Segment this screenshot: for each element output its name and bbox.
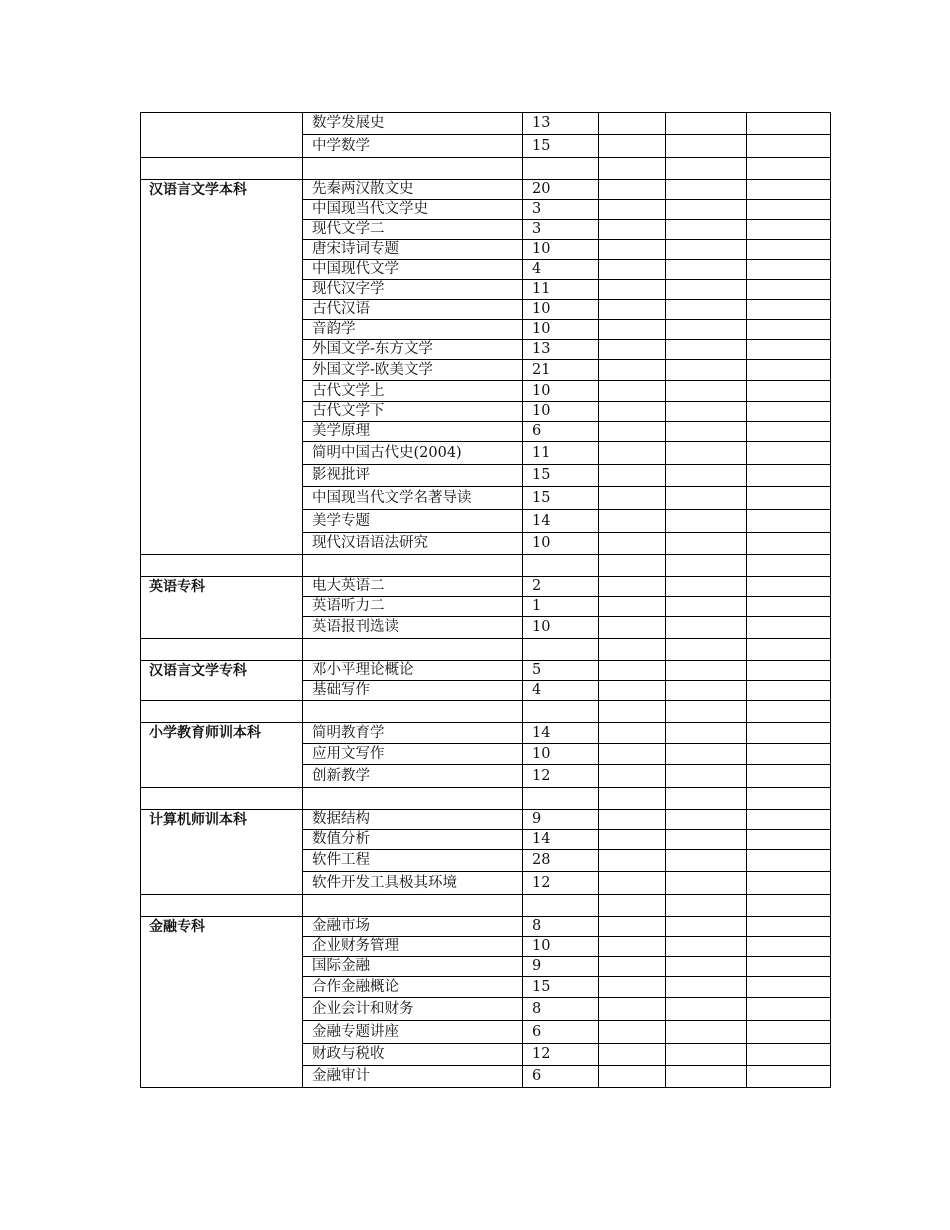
empty-cell <box>599 617 666 639</box>
empty-cell <box>599 533 666 555</box>
empty-cell <box>747 977 831 998</box>
course-name-cell: 现代汉语语法研究 <box>303 533 523 555</box>
empty-cell <box>666 957 747 977</box>
course-name-cell: 软件开发工具极其环境 <box>303 872 523 895</box>
empty-cell <box>666 597 747 617</box>
empty-cell <box>599 957 666 977</box>
empty-cell <box>523 788 599 810</box>
empty-cell <box>141 895 303 917</box>
count-cell: 6 <box>523 1021 599 1044</box>
empty-cell <box>666 533 747 555</box>
course-name-cell: 外国文学-东方文学 <box>303 340 523 360</box>
empty-cell <box>523 639 599 661</box>
count-cell: 4 <box>523 681 599 701</box>
empty-cell <box>747 381 831 402</box>
count-cell: 12 <box>523 1044 599 1066</box>
empty-cell <box>599 977 666 998</box>
empty-cell <box>666 135 747 158</box>
empty-cell <box>666 260 747 280</box>
empty-cell <box>666 113 747 135</box>
major-cell <box>141 113 303 158</box>
empty-cell <box>747 442 831 465</box>
count-cell: 10 <box>523 617 599 639</box>
empty-cell <box>303 639 523 661</box>
empty-cell <box>666 465 747 487</box>
empty-cell <box>599 360 666 381</box>
empty-cell <box>747 765 831 788</box>
empty-cell <box>666 810 747 830</box>
empty-cell <box>747 639 831 661</box>
count-cell: 15 <box>523 977 599 998</box>
empty-cell <box>747 465 831 487</box>
empty-cell <box>666 850 747 872</box>
empty-cell <box>599 810 666 830</box>
spacer-row <box>141 158 831 180</box>
empty-cell <box>747 113 831 135</box>
count-cell: 9 <box>523 810 599 830</box>
course-name-cell: 先秦两汉散文史 <box>303 180 523 200</box>
empty-cell <box>599 830 666 850</box>
empty-cell <box>747 220 831 240</box>
course-name-cell: 美学原理 <box>303 422 523 442</box>
course-name-cell: 音韵学 <box>303 320 523 340</box>
empty-cell <box>666 402 747 422</box>
empty-cell <box>666 744 747 765</box>
empty-cell <box>599 135 666 158</box>
spacer-row <box>141 639 831 661</box>
empty-cell <box>303 788 523 810</box>
count-cell: 2 <box>523 577 599 597</box>
empty-cell <box>141 788 303 810</box>
major-cell: 小学教育师训本科 <box>141 723 303 788</box>
major-cell: 英语专科 <box>141 577 303 639</box>
empty-cell <box>666 422 747 442</box>
empty-cell <box>599 895 666 917</box>
table-row <box>141 661 831 681</box>
count-cell: 3 <box>523 220 599 240</box>
empty-cell <box>666 977 747 998</box>
major-cell: 汉语言文学本科 <box>141 180 303 555</box>
empty-cell <box>747 422 831 442</box>
empty-cell <box>747 320 831 340</box>
course-name-cell: 简明中国古代史(2004) <box>303 442 523 465</box>
empty-cell <box>747 597 831 617</box>
empty-cell <box>666 180 747 200</box>
empty-cell <box>747 661 831 681</box>
course-name-cell: 软件工程 <box>303 850 523 872</box>
empty-cell <box>666 765 747 788</box>
count-cell: 11 <box>523 280 599 300</box>
course-name-cell: 中国现当代文学名著导读 <box>303 487 523 510</box>
empty-cell <box>599 1044 666 1066</box>
count-cell: 10 <box>523 744 599 765</box>
empty-cell <box>666 895 747 917</box>
empty-cell <box>666 200 747 220</box>
course-name-cell: 现代汉字学 <box>303 280 523 300</box>
empty-cell <box>747 240 831 260</box>
empty-cell <box>599 723 666 744</box>
count-cell: 15 <box>523 465 599 487</box>
empty-cell <box>747 1044 831 1066</box>
empty-cell <box>747 1066 831 1088</box>
count-cell: 10 <box>523 320 599 340</box>
empty-cell <box>666 280 747 300</box>
count-cell: 12 <box>523 872 599 895</box>
empty-cell <box>666 240 747 260</box>
empty-cell <box>666 701 747 723</box>
empty-cell <box>599 320 666 340</box>
course-name-cell: 中国现代文学 <box>303 260 523 280</box>
course-name-cell: 创新教学 <box>303 765 523 788</box>
course-name-cell: 中学数学 <box>303 135 523 158</box>
empty-cell <box>666 830 747 850</box>
empty-cell <box>666 998 747 1021</box>
count-cell: 3 <box>523 200 599 220</box>
count-cell: 14 <box>523 510 599 533</box>
empty-cell <box>747 701 831 723</box>
table-row <box>141 723 831 744</box>
empty-cell <box>747 300 831 320</box>
empty-cell <box>599 681 666 701</box>
empty-cell <box>599 465 666 487</box>
table-row <box>141 810 831 830</box>
course-name-cell: 电大英语二 <box>303 577 523 597</box>
empty-cell <box>599 200 666 220</box>
empty-cell <box>599 1066 666 1088</box>
course-name-cell: 唐宋诗词专题 <box>303 240 523 260</box>
empty-cell <box>747 917 831 937</box>
major-cell: 金融专科 <box>141 917 303 1088</box>
empty-cell <box>599 577 666 597</box>
count-cell: 1 <box>523 597 599 617</box>
course-name-cell: 合作金融概论 <box>303 977 523 998</box>
empty-cell <box>747 937 831 957</box>
empty-cell <box>599 850 666 872</box>
empty-cell <box>747 487 831 510</box>
empty-cell <box>747 1021 831 1044</box>
empty-cell <box>599 180 666 200</box>
empty-cell <box>599 381 666 402</box>
empty-cell <box>599 744 666 765</box>
course-name-cell: 企业会计和财务 <box>303 998 523 1021</box>
empty-cell <box>666 872 747 895</box>
count-cell: 13 <box>523 113 599 135</box>
table-row <box>141 180 831 200</box>
empty-cell <box>523 158 599 180</box>
empty-cell <box>599 555 666 577</box>
empty-cell <box>747 788 831 810</box>
empty-cell <box>747 510 831 533</box>
empty-cell <box>666 381 747 402</box>
empty-cell <box>599 872 666 895</box>
count-cell: 15 <box>523 135 599 158</box>
empty-cell <box>747 158 831 180</box>
empty-cell <box>523 555 599 577</box>
empty-cell <box>666 661 747 681</box>
count-cell: 4 <box>523 260 599 280</box>
count-cell: 10 <box>523 402 599 422</box>
empty-cell <box>523 701 599 723</box>
empty-cell <box>747 340 831 360</box>
empty-cell <box>599 510 666 533</box>
empty-cell <box>599 788 666 810</box>
empty-cell <box>666 723 747 744</box>
course-name-cell: 金融审计 <box>303 1066 523 1088</box>
count-cell: 8 <box>523 998 599 1021</box>
spacer-row <box>141 788 831 810</box>
course-name-cell: 现代文学二 <box>303 220 523 240</box>
empty-cell <box>666 220 747 240</box>
course-name-cell: 影视批评 <box>303 465 523 487</box>
count-cell: 14 <box>523 830 599 850</box>
course-table <box>140 112 831 1088</box>
course-name-cell: 金融专题讲座 <box>303 1021 523 1044</box>
empty-cell <box>599 487 666 510</box>
empty-cell <box>599 280 666 300</box>
empty-cell <box>666 937 747 957</box>
count-cell: 5 <box>523 661 599 681</box>
empty-cell <box>747 957 831 977</box>
count-cell: 6 <box>523 1066 599 1088</box>
count-cell: 20 <box>523 180 599 200</box>
empty-cell <box>666 487 747 510</box>
empty-cell <box>747 850 831 872</box>
table-row <box>141 577 831 597</box>
count-cell: 9 <box>523 957 599 977</box>
course-name-cell: 数值分析 <box>303 830 523 850</box>
spacer-row <box>141 701 831 723</box>
empty-cell <box>599 998 666 1021</box>
empty-cell <box>599 765 666 788</box>
empty-cell <box>747 135 831 158</box>
empty-cell <box>747 895 831 917</box>
course-name-cell: 外国文学-欧美文学 <box>303 360 523 381</box>
empty-cell <box>523 895 599 917</box>
empty-cell <box>747 260 831 280</box>
empty-cell <box>666 1021 747 1044</box>
empty-cell <box>666 300 747 320</box>
course-name-cell: 中国现当代文学史 <box>303 200 523 220</box>
empty-cell <box>599 422 666 442</box>
major-cell: 计算机师训本科 <box>141 810 303 895</box>
empty-cell <box>747 810 831 830</box>
empty-cell <box>303 701 523 723</box>
empty-cell <box>666 510 747 533</box>
course-name-cell: 应用文写作 <box>303 744 523 765</box>
spacer-row <box>141 895 831 917</box>
empty-cell <box>599 597 666 617</box>
course-name-cell: 邓小平理论概论 <box>303 661 523 681</box>
empty-cell <box>747 681 831 701</box>
course-name-cell: 国际金融 <box>303 957 523 977</box>
empty-cell <box>599 240 666 260</box>
empty-cell <box>599 300 666 320</box>
count-cell: 12 <box>523 765 599 788</box>
count-cell: 14 <box>523 723 599 744</box>
empty-cell <box>666 340 747 360</box>
course-name-cell: 基础写作 <box>303 681 523 701</box>
empty-cell <box>599 158 666 180</box>
empty-cell <box>666 442 747 465</box>
empty-cell <box>599 661 666 681</box>
table-body <box>141 113 831 1088</box>
count-cell: 15 <box>523 487 599 510</box>
course-name-cell: 财政与税收 <box>303 1044 523 1066</box>
count-cell: 13 <box>523 340 599 360</box>
empty-cell <box>303 158 523 180</box>
empty-cell <box>747 617 831 639</box>
count-cell: 10 <box>523 300 599 320</box>
empty-cell <box>599 937 666 957</box>
count-cell: 10 <box>523 533 599 555</box>
count-cell: 8 <box>523 917 599 937</box>
course-name-cell: 数学发展史 <box>303 113 523 135</box>
empty-cell <box>666 360 747 381</box>
course-name-cell: 古代汉语 <box>303 300 523 320</box>
count-cell: 21 <box>523 360 599 381</box>
count-cell: 28 <box>523 850 599 872</box>
empty-cell <box>599 917 666 937</box>
empty-cell <box>747 200 831 220</box>
empty-cell <box>666 617 747 639</box>
course-name-cell: 古代文学上 <box>303 381 523 402</box>
empty-cell <box>666 555 747 577</box>
empty-cell <box>303 555 523 577</box>
empty-cell <box>747 180 831 200</box>
empty-cell <box>666 681 747 701</box>
course-name-cell: 简明教育学 <box>303 723 523 744</box>
course-name-cell: 美学专题 <box>303 510 523 533</box>
empty-cell <box>666 577 747 597</box>
empty-cell <box>599 442 666 465</box>
empty-cell <box>747 998 831 1021</box>
count-cell: 10 <box>523 381 599 402</box>
count-cell: 6 <box>523 422 599 442</box>
course-name-cell: 英语听力二 <box>303 597 523 617</box>
empty-cell <box>141 555 303 577</box>
empty-cell <box>141 701 303 723</box>
empty-cell <box>747 830 831 850</box>
count-cell: 10 <box>523 240 599 260</box>
table-row <box>141 113 831 135</box>
empty-cell <box>599 340 666 360</box>
empty-cell <box>747 744 831 765</box>
empty-cell <box>747 577 831 597</box>
empty-cell <box>666 158 747 180</box>
empty-cell <box>599 701 666 723</box>
course-name-cell: 英语报刊选读 <box>303 617 523 639</box>
empty-cell <box>747 280 831 300</box>
empty-cell <box>747 360 831 381</box>
empty-cell <box>599 220 666 240</box>
empty-cell <box>141 639 303 661</box>
table-row <box>141 917 831 937</box>
major-cell: 汉语言文学专科 <box>141 661 303 701</box>
count-cell: 10 <box>523 937 599 957</box>
empty-cell <box>666 788 747 810</box>
empty-cell <box>747 402 831 422</box>
empty-cell <box>666 917 747 937</box>
course-name-cell: 古代文学下 <box>303 402 523 422</box>
empty-cell <box>141 158 303 180</box>
empty-cell <box>666 1066 747 1088</box>
course-name-cell: 企业财务管理 <box>303 937 523 957</box>
empty-cell <box>747 723 831 744</box>
course-name-cell: 数据结构 <box>303 810 523 830</box>
empty-cell <box>599 260 666 280</box>
empty-cell <box>666 639 747 661</box>
empty-cell <box>599 113 666 135</box>
empty-cell <box>599 402 666 422</box>
course-name-cell: 金融市场 <box>303 917 523 937</box>
spacer-row <box>141 555 831 577</box>
empty-cell <box>747 533 831 555</box>
empty-cell <box>666 1044 747 1066</box>
empty-cell <box>599 1021 666 1044</box>
empty-cell <box>666 320 747 340</box>
empty-cell <box>303 895 523 917</box>
empty-cell <box>747 872 831 895</box>
empty-cell <box>599 639 666 661</box>
count-cell: 11 <box>523 442 599 465</box>
empty-cell <box>747 555 831 577</box>
